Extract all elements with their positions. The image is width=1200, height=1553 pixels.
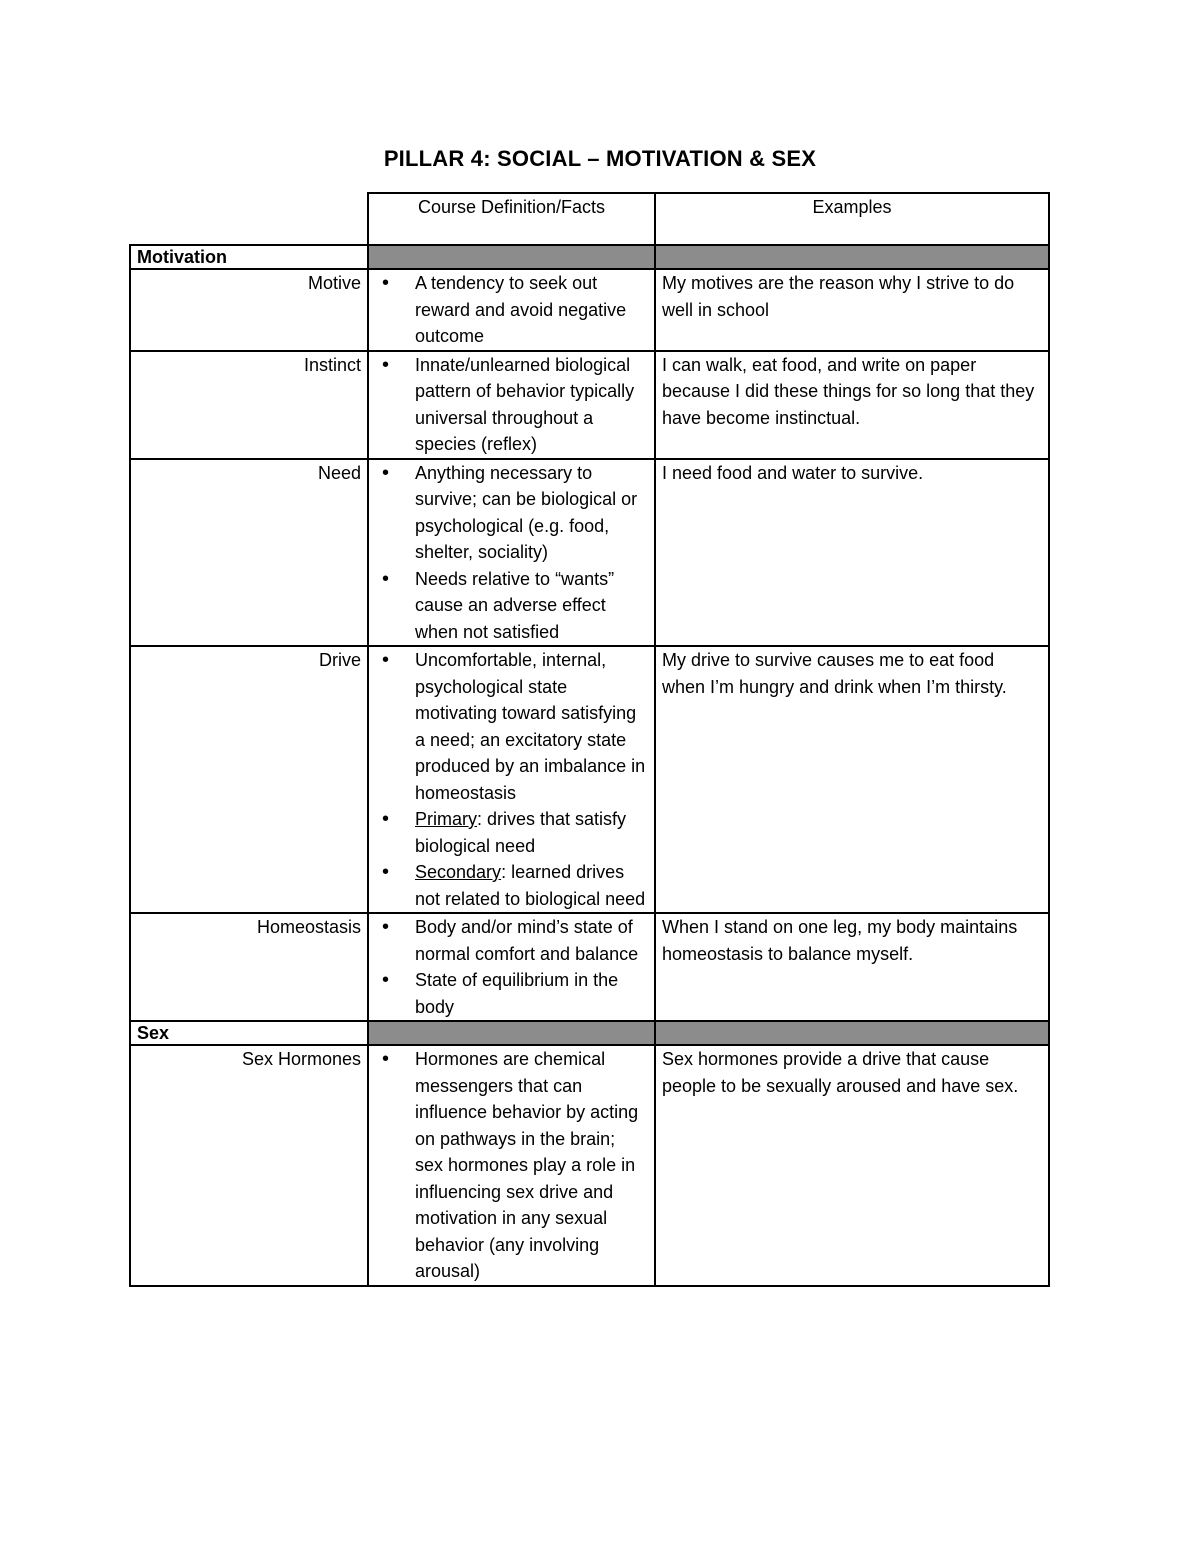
section-shade-cell — [368, 245, 655, 269]
example-cell: Sex hormones provide a drive that cause people to be sexually aroused and have sex. — [655, 1045, 1049, 1286]
term-cell: Instinct — [130, 351, 368, 459]
bullet-text: Needs relative to “wants” cause an adverse effect when not satisfied — [415, 568, 615, 642]
definition-cell — [368, 646, 655, 913]
header-definition: Course Definition/Facts — [368, 193, 655, 245]
section-label: Motivation — [130, 245, 368, 269]
example-cell: When I stand on one leg, my body maintains homeostasis to balance myself. — [655, 913, 1049, 1021]
table-row — [130, 351, 1049, 459]
bullet-text: Innate/unlearned biological pattern of behavior typically universal throughout a species (reflex) — [415, 354, 635, 454]
definition-cell — [368, 1045, 655, 1286]
definition-cell — [368, 269, 655, 351]
term-cell: Sex Hormones — [130, 1045, 368, 1286]
bullet-text: : learned drives not related to biological need — [415, 862, 646, 909]
term-cell: Motive — [130, 269, 368, 351]
table-row — [130, 646, 1049, 913]
bullet-text: Hormones are chemical messengers that can influence behavior by acting on pathways in the brain; sex hormones play a role in influencing sex drive and motivation in any sexual behavior (any involving arousal) — [415, 1049, 639, 1281]
bullet-text: : drives that satisfy biological need — [415, 809, 627, 856]
definition-bullet — [415, 967, 648, 1020]
pillar-table — [129, 192, 1050, 1287]
table-row — [130, 913, 1049, 1021]
definition-cell — [368, 459, 655, 647]
example-cell: My motives are the reason why I strive to do well in school — [655, 269, 1049, 351]
section-shade-cell — [368, 1021, 655, 1045]
header-empty-cell — [130, 193, 368, 245]
bullet-text: State of equilibrium in the body — [415, 970, 619, 1017]
term-cell: Need — [130, 459, 368, 647]
example-cell: My drive to survive causes me to eat food when I’m hungry and drink when I’m thirsty. — [655, 646, 1049, 913]
definition-list — [375, 1046, 648, 1285]
definition-bullet — [415, 352, 648, 458]
definition-list — [375, 352, 648, 458]
definition-list — [375, 647, 648, 912]
bullet-text: Anything necessary to survive; can be biological or psychological (e.g. food, shelter, sociality) — [415, 462, 638, 562]
definition-cell — [368, 913, 655, 1021]
definition-list — [375, 270, 648, 350]
section-shade-cell — [655, 1021, 1049, 1045]
definition-cell — [368, 351, 655, 459]
bullet-lead-term: Secondary — [415, 862, 502, 882]
header-row — [130, 193, 1049, 245]
bullet-lead-term: Primary — [415, 809, 477, 829]
definition-bullet — [415, 806, 648, 859]
section-row — [130, 1021, 1049, 1045]
definition-bullet — [415, 647, 648, 806]
term-cell: Drive — [130, 646, 368, 913]
example-cell: I need food and water to survive. — [655, 459, 1049, 647]
header-examples: Examples — [655, 193, 1049, 245]
bullet-text: Uncomfortable, internal, psychological state motivating toward satisfying a need; an excitatory state produced by an imbalance in homeostasis — [415, 650, 646, 803]
example-cell: I can walk, eat food, and write on paper because I did these things for so long that they have become instinctual. — [655, 351, 1049, 459]
table-row — [130, 459, 1049, 647]
definition-bullet — [415, 460, 648, 566]
table-row — [130, 1045, 1049, 1286]
table-row — [130, 269, 1049, 351]
definition-bullet — [415, 270, 648, 350]
definition-bullet — [415, 1046, 648, 1285]
term-cell: Homeostasis — [130, 913, 368, 1021]
section-row — [130, 245, 1049, 269]
definition-bullet — [415, 914, 648, 967]
page-title: PILLAR 4: SOCIAL – MOTIVATION & SEX — [383, 146, 817, 171]
bullet-text: Body and/or mind’s state of normal comfort and balance — [415, 917, 639, 964]
definition-list — [375, 914, 648, 1020]
bullet-text: A tendency to seek out reward and avoid negative outcome — [415, 273, 627, 346]
definition-list — [375, 460, 648, 646]
section-shade-cell — [655, 245, 1049, 269]
definition-bullet — [415, 566, 648, 646]
section-label: Sex — [130, 1021, 368, 1045]
definition-bullet — [415, 859, 648, 912]
